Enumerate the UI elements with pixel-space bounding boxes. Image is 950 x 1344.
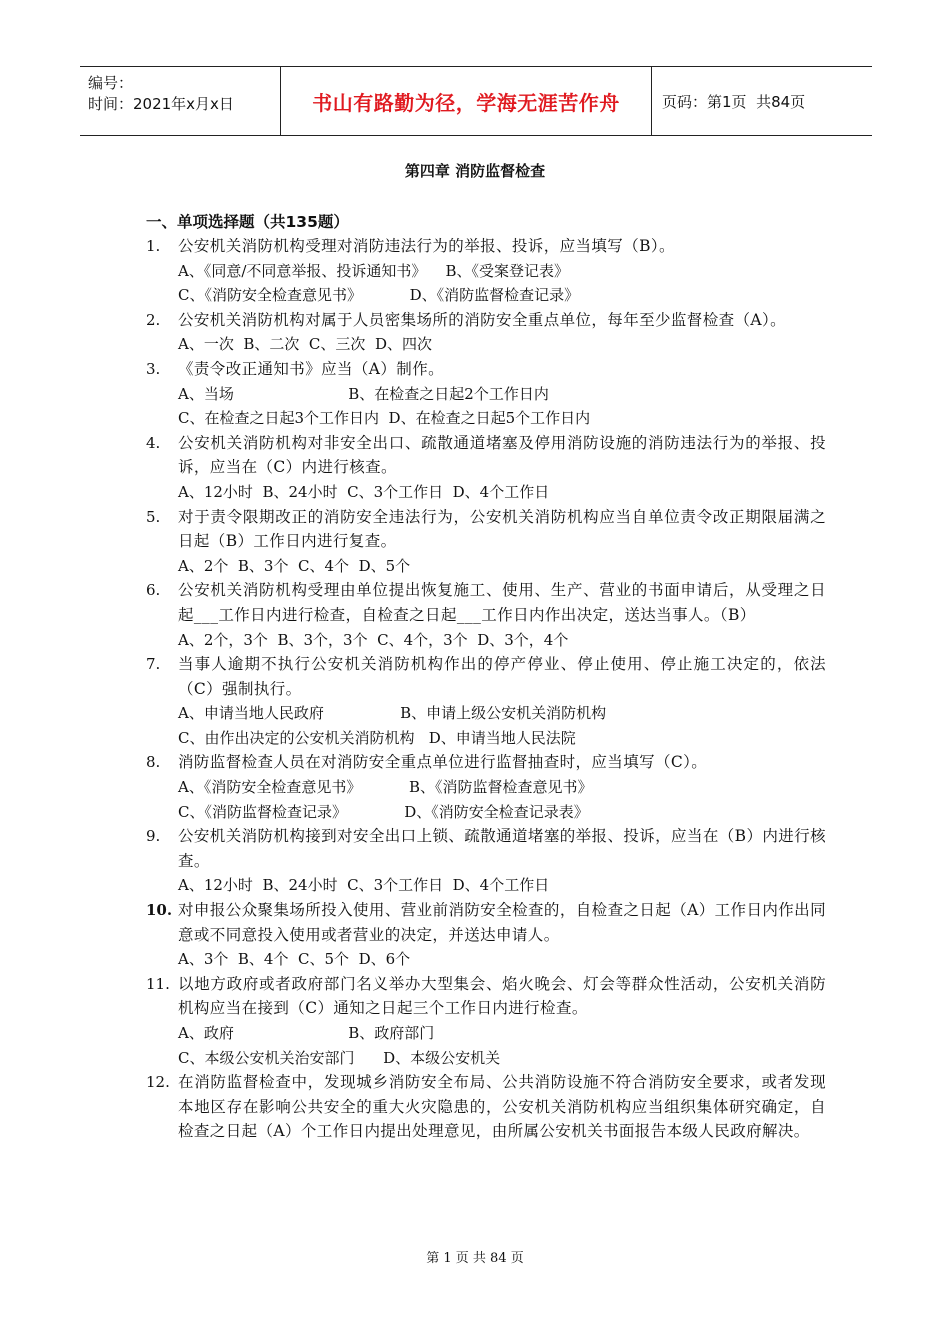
question-stem: 公安机关消防机构对非安全出口、疏散通道堵塞及停用消防设施的消防违法行为的举报、投诉，应当在（C）内进行核查。 — [178, 433, 826, 477]
question-options-line: A、《消防安全检查意见书》 B、《消防监督检查意见书》 — [178, 778, 593, 797]
question-number: 5. — [146, 507, 161, 526]
section-title: 一、单项选择题（共135题） — [146, 213, 349, 231]
chapter-title: 第四章 消防监督检查 — [404, 162, 546, 180]
question-number: 10. — [146, 901, 173, 920]
question-list — [146, 234, 826, 1144]
question-stem: 以地方政府或者政府部门名义举办大型集会、焰火晚会、灯会等群众性活动，公安机关消防机构应当在接到（C）通知之日起三个工作日内进行检查。 — [178, 974, 826, 1018]
question-options-line: A、一次 B、二次 C、三次 D、四次 — [178, 335, 432, 354]
question-number: 6. — [146, 581, 161, 600]
question-options-line: A、当场 B、在检查之日起2个工作日内 — [178, 384, 549, 403]
question-options-line: C、《消防监督检查记录》 D、《消防安全检查记录表》 — [178, 802, 589, 821]
time-line: 时间：2021年x月x日 — [88, 95, 234, 113]
question-item — [146, 357, 826, 431]
question-stem: 《责令改正通知书》应当（A）制作。 — [178, 359, 444, 378]
question-item — [146, 824, 826, 898]
question-stem: 公安机关消防机构受理对消防违法行为的举报、投诉，应当填写（B）。 — [178, 237, 675, 255]
question-stem: 对于责令限期改正的消防安全违法行为，公安机关消防机构应当自单位责令改正期限届满之日起（B）工作日内进行复查。 — [178, 507, 826, 551]
question-number: 12. — [146, 1073, 170, 1092]
serial-label: 编号： — [88, 74, 134, 92]
question-stem: 公安机关消防机构对属于人员密集场所的消防安全重点单位，每年至少监督检查（A）。 — [178, 310, 787, 329]
question-item — [146, 505, 826, 579]
question-number: 7. — [146, 655, 161, 674]
question-stem: 消防监督检查人员在对消防安全重点单位进行监督抽查时，应当填写（C）。 — [178, 753, 708, 772]
question-item — [146, 431, 826, 505]
question-number: 1. — [146, 237, 161, 255]
page-header — [80, 66, 872, 136]
question-number: 8. — [146, 753, 161, 772]
question-options-line: A、2个 B、3个 C、4个 D、5个 — [178, 556, 411, 575]
question-options-line: A、3个 B、4个 C、5个 D、6个 — [178, 950, 411, 969]
question-stem: 对申报公众聚集场所投入使用、营业前消防安全检查的，自检查之日起（A）工作日内作出同意或不同意投入使用或者营业的决定，并送达申请人。 — [178, 901, 826, 944]
question-item — [146, 578, 826, 652]
question-options-line: A、政府 B、政府部门 — [178, 1024, 435, 1042]
motto: 书山有路勤为径，学海无涯苦作舟 — [280, 67, 652, 135]
header-left-cell — [80, 67, 280, 135]
question-item — [146, 972, 826, 1070]
question-stem: 在消防监督检查中，发现城乡消防安全布局、公共消防设施不符合消防安全要求，或者发现本地区存在影响公共安全的重大火灾隐患的，公安机关消防机构应当组织集体研究确定，自检查之日起（A）个工作日内提出处理意见，由所属公安机关书面报告本级人民政府解决。 — [178, 1073, 826, 1141]
question-item — [146, 750, 826, 824]
question-number: 9. — [146, 827, 161, 846]
question-options-line: C、在检查之日起3个工作日内 D、在检查之日起5个工作日内 — [178, 409, 591, 428]
question-options-line: A、12小时 B、24小时 C、3个工作日 D、4个工作日 — [178, 876, 550, 895]
question-stem: 公安机关消防机构受理由单位提出恢复施工、使用、生产、营业的书面申请后，从受理之日起___工作日内进行检查，自检查之日起___工作日内作出决定，送达当事人。（B） — [178, 581, 826, 624]
question-item — [146, 652, 826, 750]
question-options-line: C、《消防安全检查意见书》 D、《消防监督检查记录》 — [178, 286, 580, 305]
question-item — [146, 1070, 826, 1144]
question-item — [146, 898, 826, 972]
question-number: 11. — [146, 974, 170, 993]
question-item — [146, 234, 826, 308]
question-stem: 公安机关消防机构接到对安全出口上锁、疏散通道堵塞的举报、投诉，应当在（B）内进行核查。 — [178, 827, 826, 870]
question-options-line: A、《同意/不同意举报、投诉通知书》 B、《受案登记表》 — [178, 261, 569, 280]
question-options-line: A、2个，3个 B、3个，3个 C、4个，3个 D、3个，4个 — [178, 630, 569, 649]
page-footer: 第 1 页 共 84 页 — [426, 1251, 524, 1266]
question-options-line: C、本级公安机关治安部门 D、本级公安机关 — [178, 1048, 501, 1067]
question-options-line: C、由作出决定的公安机关消防机构 D、申请当地人民法院 — [178, 728, 576, 747]
question-options-line: A、12小时 B、24小时 C、3个工作日 D、4个工作日 — [178, 482, 550, 501]
question-options-line: A、申请当地人民政府 B、申请上级公安机关消防机构 — [178, 704, 607, 723]
page-info: 页码：第1页 共84页 — [662, 92, 806, 111]
question-item — [146, 308, 826, 357]
question-number: 3. — [146, 359, 161, 378]
question-stem: 当事人逾期不执行公安机关消防机构作出的停产停业、停止使用、停止施工决定的，依法（C）强制执行。 — [178, 655, 826, 698]
question-number: 4. — [146, 433, 161, 452]
question-number: 2. — [146, 310, 161, 329]
